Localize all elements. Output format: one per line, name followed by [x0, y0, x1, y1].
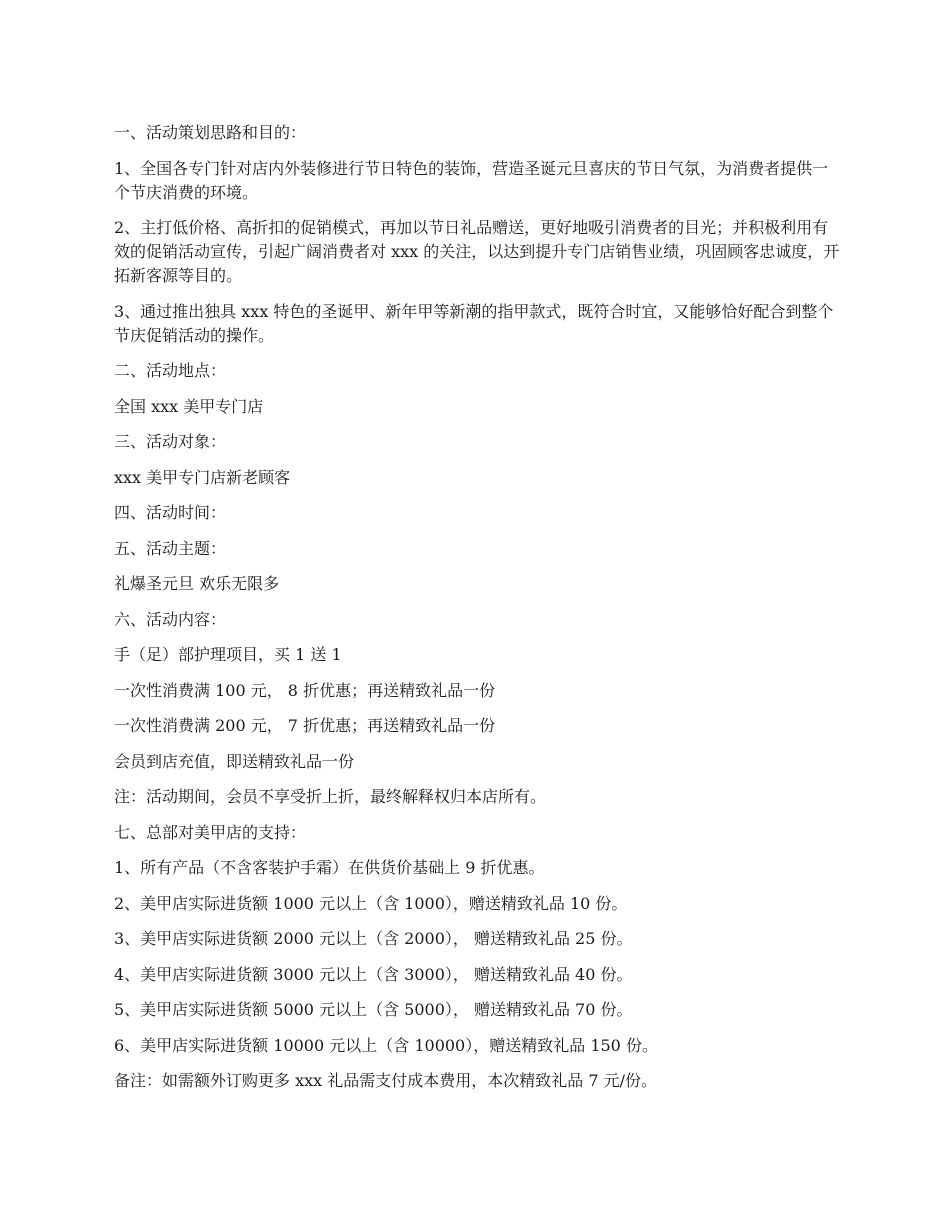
- section-heading-audience: 三、活动对象：: [114, 432, 227, 451]
- section-heading-purpose: 一、活动策划思路和目的：: [114, 123, 307, 142]
- support-item-4: 4、美甲店实际进货额 3000 元以上（含 3000）， 赠送精致礼品 40 份。: [114, 964, 633, 984]
- support-item-5: 5、美甲店实际进货额 5000 元以上（含 5000）， 赠送精致礼品 70 份。: [114, 1000, 633, 1019]
- remark-text: 备注：如需额外订购更多 xxx 礼品需支付成本费用，本次精致礼品 7 元/份。: [114, 1071, 657, 1090]
- support-item-6: 6、美甲店实际进货额 10000 元以上（含 10000），赠送精致礼品 150 份。: [114, 1035, 658, 1055]
- audience-text: xxx 美甲专门店新老顾客: [114, 467, 291, 487]
- section-heading-time: 四、活动时间：: [114, 503, 227, 522]
- section-heading-theme: 五、活动主题：: [114, 538, 227, 558]
- section-heading-location: 二、活动地点：: [114, 361, 227, 380]
- content-item-2: 一次性消费满 100 元， 8 折优惠；再送精致礼品一份: [114, 680, 496, 700]
- purpose-item-3: 3、通过推出独具 xxx 特色的圣诞甲、新年甲等新潮的指甲款式，既符合时宜，又能够恰好配合到整个节庆促销活动的操作。: [114, 301, 834, 345]
- support-item-1: 1、所有产品（不含客装护手霜）在供货价基础上 9 折优惠。: [114, 858, 545, 877]
- section-heading-content: 六、活动内容：: [114, 609, 227, 629]
- content-item-3: 一次性消费满 200 元， 7 折优惠；再送精致礼品一份: [114, 716, 496, 735]
- content-note: 注：活动期间，会员不享受折上折，最终解释权归本店所有。: [114, 787, 547, 806]
- purpose-item-2: 2、主打低价格、高折扣的促销模式，再加以节日礼品赠送，更好地吸引消费者的目光；并积极利用有效的促销活动宣传，引起广阔消费者对 xxx 的关注，以达到提升专门店销售业绩，巩固顾客忠诚度，开拓新客源等目的。: [114, 218, 840, 285]
- purpose-item-1: 1、全国各专门针对店内外装修进行节日特色的装饰，营造圣诞元旦喜庆的节日气氛，为消费者提供一个节庆消费的环境。: [114, 158, 829, 202]
- location-text: 全国 xxx 美甲专门店: [114, 396, 264, 416]
- content-item-4: 会员到店充值，即送精致礼品一份: [114, 751, 355, 771]
- theme-text: 礼爆圣元旦 欢乐无限多: [114, 574, 280, 593]
- content-item-1: 手（足）部护理项目，买 1 送 1: [114, 645, 342, 664]
- support-item-2: 2、美甲店实际进货额 1000 元以上（含 1000），赠送精致礼品 10 份。: [114, 893, 628, 913]
- section-heading-support: 七、总部对美甲店的支持：: [114, 822, 307, 842]
- support-item-3: 3、美甲店实际进货额 2000 元以上（含 2000）， 赠送精致礼品 25 份。: [114, 929, 633, 948]
- document-body: [114, 121, 844, 1105]
